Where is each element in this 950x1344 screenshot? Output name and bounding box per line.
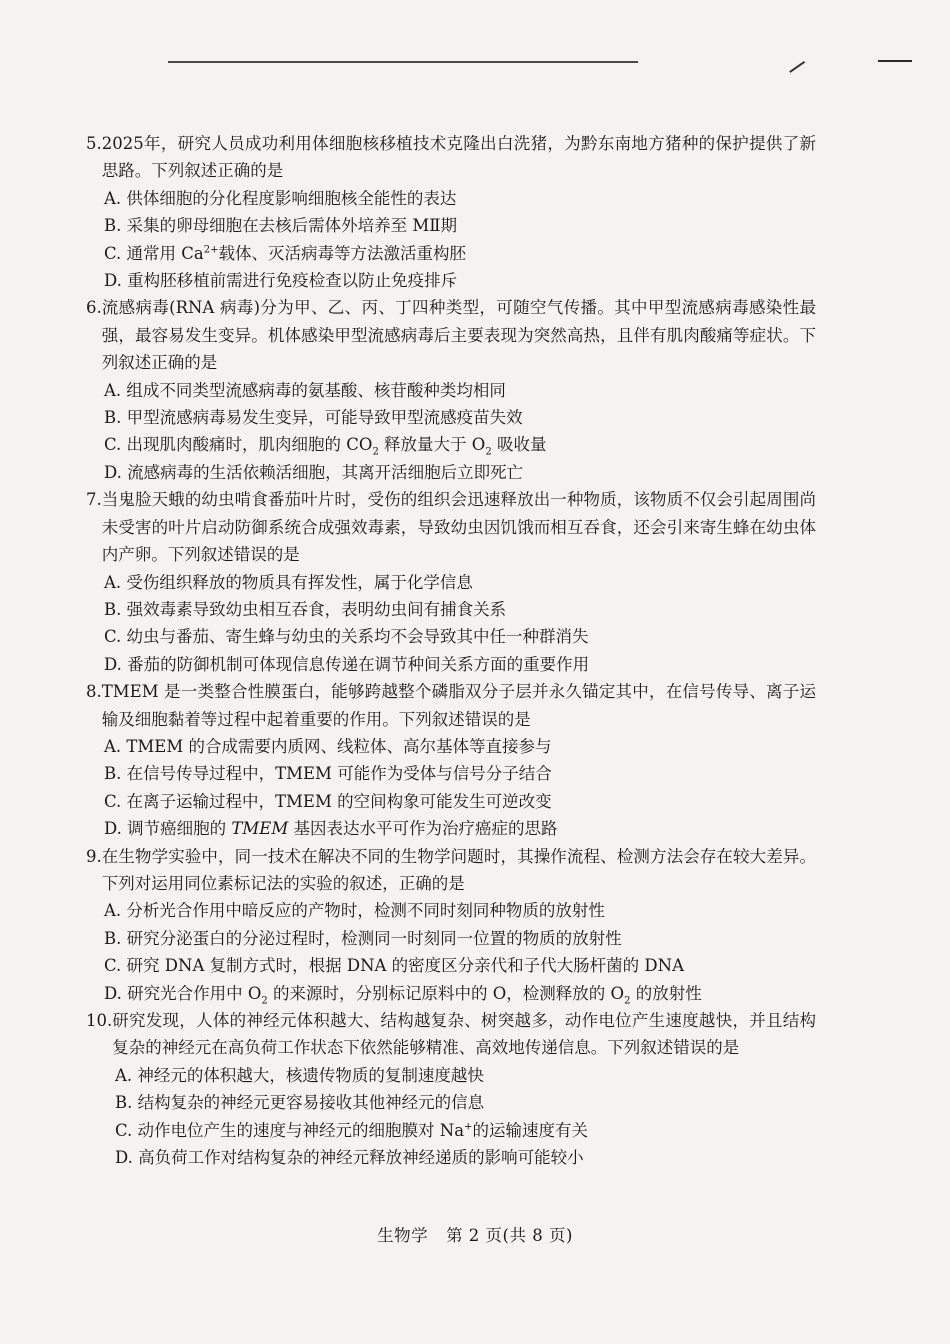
option-d: D. 高负荷工作对结构复杂的神经元释放神经递质的影响可能较小 xyxy=(115,1148,584,1168)
question-number: 6. xyxy=(86,298,102,318)
question-stem xyxy=(86,486,816,568)
option-text: C. 动作电位产生的速度与神经元的细胞膜对 Na xyxy=(115,1120,465,1140)
option-d: D. 流感病毒的生活依赖活细胞，其离开活细胞后立即死亡 xyxy=(104,462,524,482)
option-a: A. 供体细胞的分化程度影响细胞核全能性的表达 xyxy=(104,188,457,208)
option-text: 的运输速度有关 xyxy=(472,1120,588,1140)
question-text: 当鬼脸天蛾的幼虫啃食番茄叶片时，受伤的组织会迅速释放出一种物质，该物质不仅会引起周围尚未受害的叶片启动防御系统合成强效毒素，导致幼虫因饥饿而相互吞食，还会引来寄生蜂在幼虫体内产卵。下列叙述错误的是 xyxy=(101,490,816,565)
option-list xyxy=(86,569,816,679)
question-text: 研究发现，人体的神经元体积越大、结构越复杂、树突越多，动作电位产生速度越快，并且结构复杂的神经元在高负荷工作状态下依然能够精准、高效地传递信息。下列叙述错误的是 xyxy=(112,1011,816,1058)
option-a: A. 受伤组织释放的物质具有挥发性，属于化学信息 xyxy=(104,572,473,592)
question-5 xyxy=(86,130,816,294)
option-text: 的放射性 xyxy=(630,983,702,1003)
subscript: 2 xyxy=(485,446,492,458)
option-c xyxy=(115,1117,816,1144)
option-a: A. 分析光合作用中暗反应的产物时，检测不同时刻同种物质的放射性 xyxy=(104,901,605,921)
footer-subject: 生物学 xyxy=(377,1226,429,1245)
question-10 xyxy=(86,1007,816,1171)
option-b: B. 强效毒素导致幼虫相互吞食，表明幼虫间有捕食关系 xyxy=(104,599,507,619)
option-text: C. 出现肌肉酸痛时，肌肉细胞的 CO xyxy=(104,435,373,455)
question-stem xyxy=(86,678,816,733)
subscript: 2 xyxy=(624,994,631,1006)
question-number: 7. xyxy=(86,490,102,510)
question-8 xyxy=(86,678,816,842)
superscript: 2+ xyxy=(203,244,219,256)
option-d: D. 番茄的防御机制可体现信息传递在调节种间关系方面的重要作用 xyxy=(104,654,590,674)
question-number: 9. xyxy=(86,846,102,866)
option-a: A. TMEM 的合成需要内质网、线粒体、高尔基体等直接参与 xyxy=(104,736,552,756)
question-text: 流感病毒(RNA 病毒)分为甲、乙、丙、丁四种类型，可随空气传播。其中甲型流感病毒感染性最强，最容易发生变异。机体感染甲型流感病毒后主要表现为突然高热，且伴有肌肉酸痛等症状。下列叙述正确的是 xyxy=(101,298,816,373)
question-stem xyxy=(86,294,816,376)
question-stem xyxy=(86,1007,816,1062)
exam-page-body xyxy=(86,130,816,1171)
option-c: C. 在离子运输过程中，TMEM 的空间构象可能发生可逆改变 xyxy=(104,791,552,811)
scan-artifact-line xyxy=(168,61,638,63)
option-text: D. 研究光合作用中 O xyxy=(104,983,262,1003)
option-text: D. 调节癌细胞的 xyxy=(104,819,232,839)
question-number: 10. xyxy=(86,1011,113,1030)
gene-name: TMEM xyxy=(231,819,289,839)
option-text: 释放量大于 O xyxy=(378,435,486,455)
option-text: 载体、灭活病毒等方法激活重构胚 xyxy=(218,243,466,263)
option-list xyxy=(86,377,816,487)
option-b: B. 研究分泌蛋白的分泌过程时，检测同一时刻同一位置的物质的放射性 xyxy=(104,928,622,948)
option-d xyxy=(104,980,816,1007)
option-b: B. 采集的卵母细胞在去核后需体外培养至 MⅡ期 xyxy=(104,216,457,236)
question-6 xyxy=(86,294,816,486)
option-b: B. 甲型流感病毒易发生变异，可能导致甲型流感疫苗失效 xyxy=(104,408,523,428)
question-text: 2025年，研究人员成功利用体细胞核移植技术克隆出白洗猪，为黔东南地方猪种的保护提供了新思路。下列叙述正确的是 xyxy=(101,134,816,181)
subscript: 2 xyxy=(261,994,268,1006)
option-c: C. 幼虫与番茄、寄生蜂与幼虫的关系均不会导致其中任一种群消失 xyxy=(104,627,589,647)
option-text: C. 通常用 Ca xyxy=(104,243,204,263)
option-a: A. 组成不同类型流感病毒的氨基酸、核苷酸种类均相同 xyxy=(104,380,506,400)
option-list xyxy=(86,733,816,843)
option-list xyxy=(86,1062,816,1172)
option-text: 基因表达水平可作为治疗癌症的思路 xyxy=(288,819,558,839)
question-number: 8. xyxy=(86,682,102,702)
option-b: B. 在信号传导过程中，TMEM 可能作为受体与信号分子结合 xyxy=(104,764,552,784)
option-d: D. 重构胚移植前需进行免疫检查以防止免疫排斥 xyxy=(104,271,458,291)
footer-page-number: 第 2 页(共 8 页) xyxy=(446,1226,573,1245)
question-stem xyxy=(86,130,816,185)
option-d xyxy=(104,815,816,842)
question-stem xyxy=(86,843,816,898)
question-number: 5. xyxy=(86,134,102,153)
option-text: 吸收量 xyxy=(491,435,547,455)
question-7 xyxy=(86,486,816,678)
question-text: TMEM 是一类整合性膜蛋白，能够跨越整个磷脂双分子层并永久锚定其中，在信号传导、离子运输及细胞黏着等过程中起着重要的作用。下列叙述错误的是 xyxy=(101,682,816,729)
question-text: 在生物学实验中，同一技术在解决不同的生物学问题时，其操作流程、检测方法会存在较大差异。下列对运用同位素标记法的实验的叙述，正确的是 xyxy=(101,846,816,893)
question-9 xyxy=(86,843,816,1007)
option-c xyxy=(104,240,816,267)
option-a: A. 神经元的体积越大，核遗传物质的复制速度越快 xyxy=(115,1065,484,1085)
option-text: 的来源时，分别标记原料中的 O，检测释放的 O xyxy=(267,983,625,1003)
scan-artifact-mark xyxy=(789,61,805,73)
option-c xyxy=(104,431,816,458)
page-footer xyxy=(0,1222,950,1246)
option-b: B. 结构复杂的神经元更容易接收其他神经元的信息 xyxy=(115,1093,485,1113)
option-c: C. 研究 DNA 复制方式时，根据 DNA 的密度区分亲代和子代大肠杆菌的 DNA xyxy=(104,956,684,976)
superscript: + xyxy=(464,1121,473,1133)
option-list xyxy=(86,185,816,295)
option-list xyxy=(86,897,816,1007)
subscript: 2 xyxy=(372,446,379,458)
scan-artifact-line-right xyxy=(878,60,912,62)
